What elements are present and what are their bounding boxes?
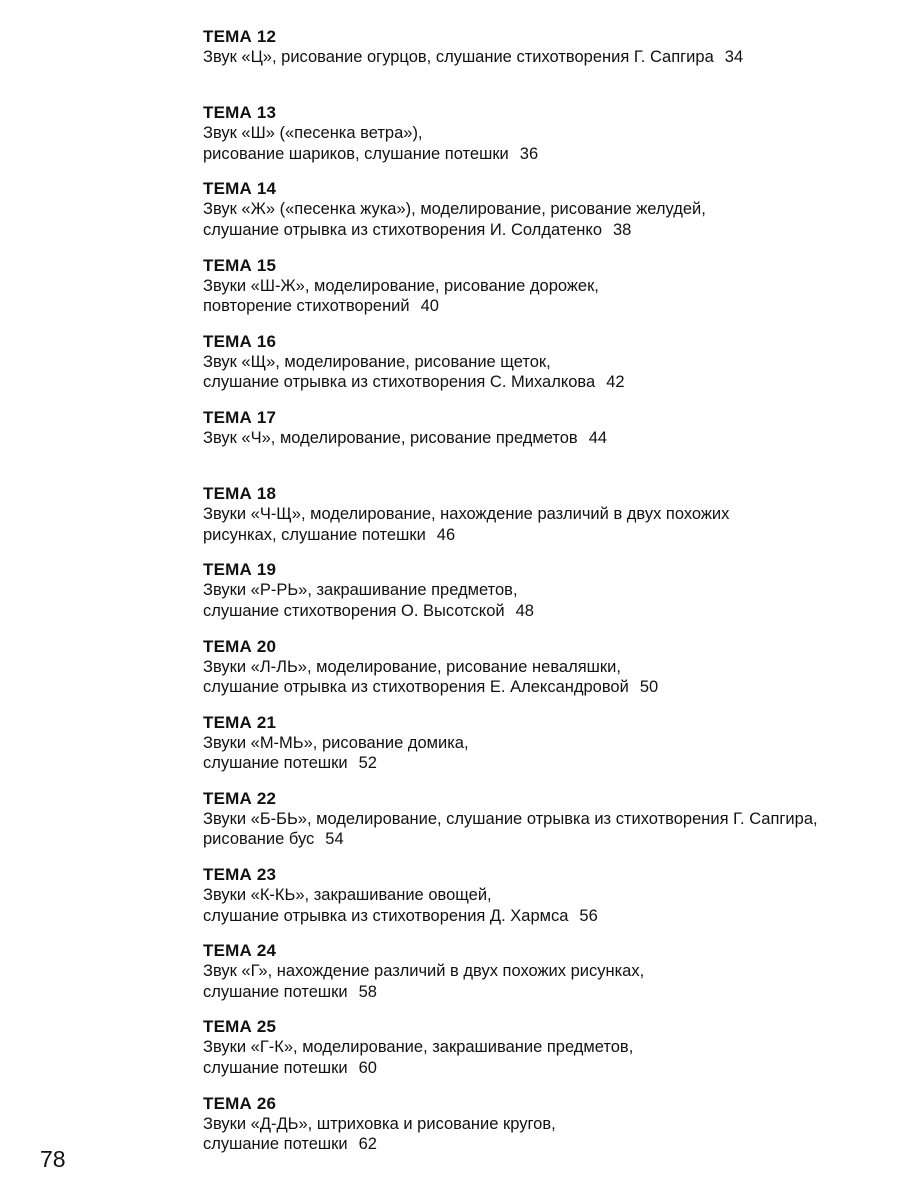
entry-description [203, 1037, 883, 1078]
entry-title: ТЕМА 23 [203, 865, 277, 885]
description-line: Звуки «Д-ДЬ», штриховка и рисование кругов, [203, 1114, 556, 1133]
description-line: Звуки «Б-БЬ», моделирование, слушание отрывка из стихотворения Г. Сапгира, [203, 809, 818, 828]
toc-entry [203, 864, 883, 940]
description-line: слушание потешки 52 [203, 754, 377, 773]
entry-title: ТЕМА 22 [203, 788, 277, 808]
entry-title: ТЕМА 12 [203, 27, 277, 46]
entry-title: ТЕМА 13 [203, 103, 277, 123]
page-reference: 52 [358, 754, 377, 773]
page-reference: 50 [639, 678, 659, 696]
entry-title: ТЕМА 20 [203, 636, 277, 656]
page-reference: 62 [358, 1135, 377, 1154]
toc-entry [203, 1016, 883, 1092]
description-line: слушание потешки 62 [203, 1135, 377, 1154]
page-reference: 40 [420, 297, 439, 316]
entry-title: ТЕМА 25 [203, 1017, 277, 1037]
description-line: слушание отрывка из стихотворения С. Михалкова 42 [203, 373, 625, 392]
entry-title: ТЕМА 15 [203, 255, 277, 275]
page-reference: 54 [325, 830, 344, 849]
entry-title: ТЕМА 14 [203, 179, 277, 199]
table-of-contents [203, 26, 883, 1169]
page-reference: 38 [613, 220, 632, 239]
entry-description [203, 1114, 883, 1155]
page-reference: 58 [358, 982, 377, 1001]
page-reference: 46 [436, 525, 456, 544]
description-line: Звук «Ш» («песенка ветра»), [203, 124, 423, 143]
entry-description [203, 657, 883, 698]
entry-description [203, 199, 883, 240]
description-line: рисование бус 54 [203, 830, 344, 849]
description-line: Звук «Ц», рисование огурцов, слушание стихотворения Г. Сапгира 34 [203, 48, 744, 66]
toc-entry [203, 178, 883, 254]
toc-entry [203, 636, 883, 712]
description-line: Звук «Г», нахождение различий в двух похожих рисунках, [203, 962, 645, 981]
description-line: рисунках, слушание потешки 46 [203, 525, 456, 544]
toc-entry [203, 940, 883, 1016]
description-line: слушание отрывка из стихотворения Е. Александровой 50 [203, 678, 659, 696]
entry-title: ТЕМА 18 [203, 484, 277, 504]
description-line: Звуки «Л-ЛЬ», моделирование, рисование неваляшки, [203, 657, 621, 676]
entry-description [203, 276, 883, 317]
description-line: повторение стихотворений 40 [203, 297, 439, 316]
page-number: 78 [40, 1146, 66, 1172]
page-reference: 60 [358, 1058, 377, 1077]
page-reference: 56 [579, 906, 598, 925]
entry-title: ТЕМА 26 [203, 1093, 277, 1113]
page-reference: 48 [515, 601, 534, 620]
toc-entry [203, 255, 883, 331]
description-line: слушание отрывка из стихотворения Д. Хармса 56 [203, 906, 598, 925]
toc-entry [203, 559, 883, 635]
description-line: Звуки «Ш-Ж», моделирование, рисование дорожек, [203, 276, 599, 295]
description-line: Звук «Ж» («песенка жука»), моделирование, рисование желудей, [203, 200, 706, 219]
toc-entry [203, 26, 883, 102]
toc-entry [203, 102, 883, 178]
description-line: Звуки «Ч-Щ», моделирование, нахождение различий в двух похожих [203, 505, 730, 524]
description-line: слушание потешки 58 [203, 982, 377, 1001]
toc-entry [203, 331, 883, 407]
toc-entry [203, 483, 883, 559]
entry-description [203, 809, 883, 850]
description-line: рисование шариков, слушание потешки 36 [203, 144, 539, 163]
entry-title: ТЕМА 17 [203, 407, 277, 427]
description-line: слушание отрывка из стихотворения И. Солдатенко 38 [203, 220, 632, 239]
entry-description [203, 123, 883, 164]
toc-entry [203, 712, 883, 788]
description-line: Звук «Ч», моделирование, рисование предметов 44 [203, 428, 608, 447]
description-line: Звуки «Р-РЬ», закрашивание предметов, [203, 581, 518, 600]
entry-description [203, 352, 883, 393]
entry-description [203, 733, 883, 774]
page-reference: 34 [724, 48, 744, 66]
entry-title: ТЕМА 16 [203, 331, 277, 351]
entry-title: ТЕМА 19 [203, 560, 277, 580]
entry-description [203, 428, 883, 449]
description-line: Звуки «К-КЬ», закрашивание овощей, [203, 886, 492, 905]
page-reference: 42 [606, 373, 625, 392]
entry-description [203, 885, 883, 926]
page-reference: 36 [519, 144, 539, 163]
description-line: Звук «Щ», моделирование, рисование щеток, [203, 352, 551, 371]
entry-description [203, 504, 883, 545]
toc-entry [203, 788, 883, 864]
description-line: Звуки «М-МЬ», рисование домика, [203, 733, 469, 752]
entry-description [203, 47, 883, 68]
entry-description [203, 580, 883, 621]
description-line: Звуки «Г-К», моделирование, закрашивание предметов, [203, 1038, 634, 1057]
entry-title: ТЕМА 21 [203, 712, 277, 732]
toc-entry [203, 1093, 883, 1169]
description-line: слушание потешки 60 [203, 1058, 377, 1077]
page-reference: 44 [588, 428, 608, 447]
description-line: слушание стихотворения О. Высотской 48 [203, 601, 534, 620]
entry-description [203, 961, 883, 1002]
toc-entry [203, 407, 883, 483]
entry-title: ТЕМА 24 [203, 941, 277, 961]
